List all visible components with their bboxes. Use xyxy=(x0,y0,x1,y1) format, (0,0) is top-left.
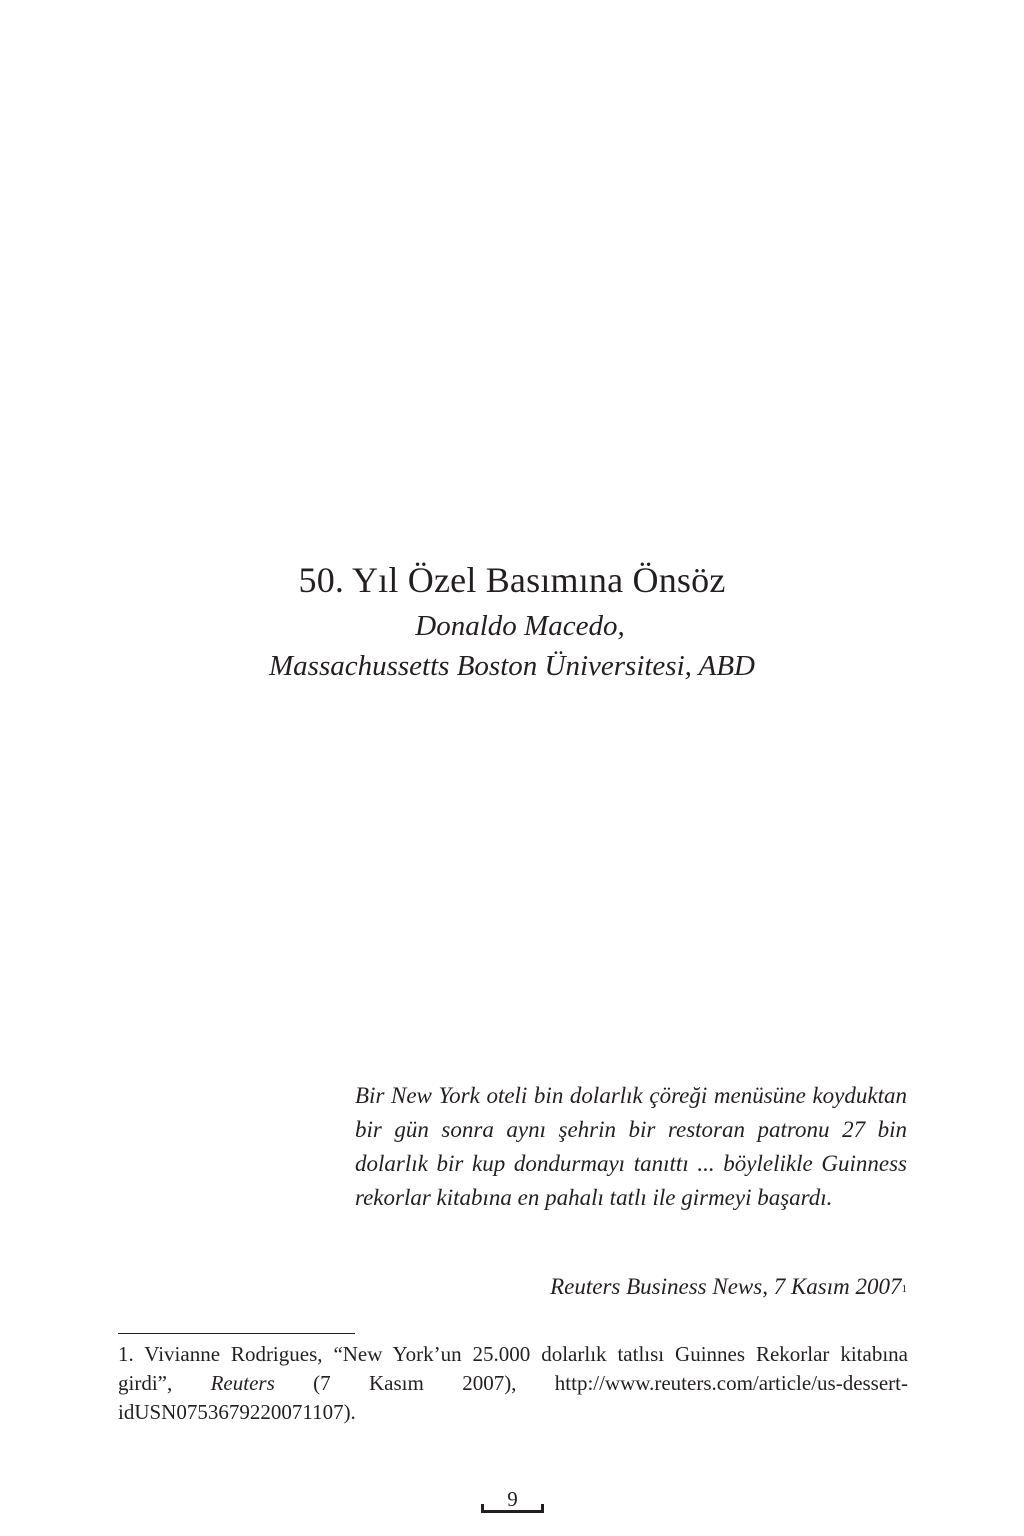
epigraph-quote: Bir New York oteli bin dolarlık çöreği menüsüne koyduktan bir gün sonra aynı şehrin bir restoran patronu 27 bin dolarlık bir kup dondurmayı tanıttı ... böylelikle Guinness rekorlar kitabına en pahalı tatlı ile girmeyi başardı. xyxy=(355,1083,907,1210)
page-number-block xyxy=(481,1486,544,1516)
footnote xyxy=(118,1340,908,1427)
page-number: 9 xyxy=(507,1487,518,1511)
page-number-bracket-right xyxy=(541,1504,544,1513)
author-name: Donaldo Macedo, xyxy=(415,610,625,642)
author-block xyxy=(0,606,1024,686)
footnote-text-start: 1. Vivianne Rodrigues, “New York’un 25.000 dolarlık tatlısı Guinnes Rekorlar kitabına girdi”, xyxy=(118,1342,908,1395)
page-number-underline xyxy=(481,1510,544,1513)
epigraph-source xyxy=(355,1270,907,1304)
footnote-divider xyxy=(118,1333,355,1334)
chapter-title: 50. Yıl Özel Basımına Önsöz xyxy=(298,560,726,600)
author-affiliation: Massachussetts Boston Üniversitesi, ABD xyxy=(269,650,755,682)
footnote-journal: Reuters xyxy=(210,1371,275,1395)
footnote-text-end: (7 Kasım 2007), http://www.reuters.com/article/us-dessert-idUSN0753679220071107). xyxy=(118,1371,909,1424)
footnote-reference[interactable]: 1 xyxy=(901,1283,907,1295)
epigraph-source-text: Reuters Business News, 7 Kasım 2007 xyxy=(550,1274,902,1299)
